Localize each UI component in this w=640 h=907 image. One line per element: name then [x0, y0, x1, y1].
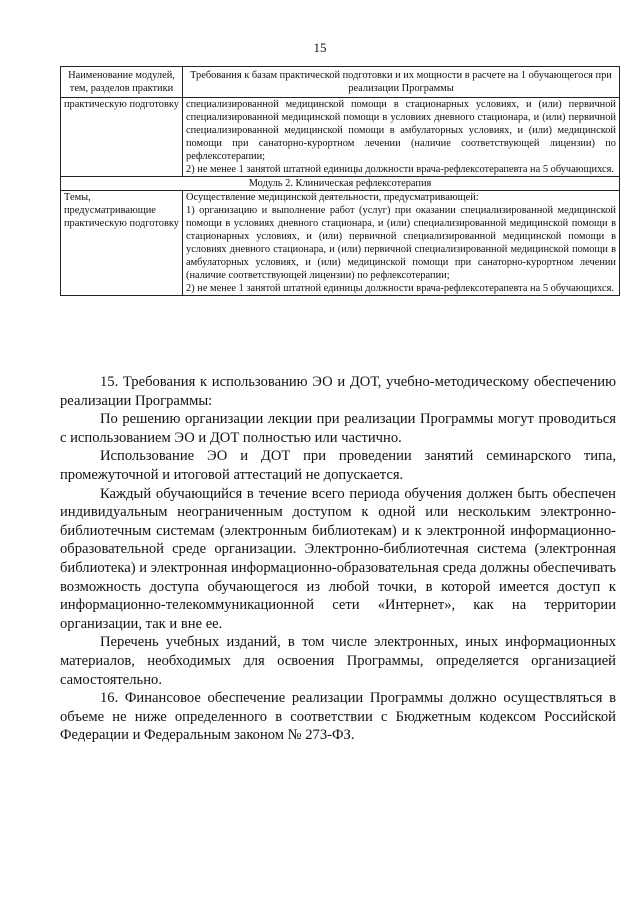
paragraph: Каждый обучающийся в течение всего периода обучения должен быть обеспечен индивидуальным неограниченным доступом к одной или нескольким электронно-библиотечным системам (электронным библиотекам) и к электронной информационно-образовательной среде организации. Электронно-библиотечная система (электронная библиотека) и электронная информационно-образовательная среда должны обеспечивать возможность доступа обучающегося из любой точки, в которой имеется доступ к информационно-телекоммуникационной сети «Интернет», как на территории организации, так и вне ее. [60, 485, 616, 632]
paragraph: Перечень учебных изданий, в том числе электронных, иных информационных материалов, необходимых для освоения Программы, определяется организацией самостоятельно. [60, 634, 616, 688]
header-modules: Наименование модулей, тем, разделов практики [61, 67, 183, 98]
requirement-line: 2) не менее 1 занятой штатной единицы должности врача-рефлексотерапевта на 5 обучающихся. [186, 283, 614, 294]
row-requirements-cell [183, 98, 620, 177]
row-left-cell: Темы, предусматривающие практическую подготовку [61, 191, 183, 296]
paragraph: По решению организации лекции при реализации Программы могут проводиться с использованием ЭО и ДОТ полностью или частично. [60, 411, 616, 446]
row-requirements-cell [183, 191, 620, 296]
page-number: 15 [313, 40, 327, 55]
table-row [61, 98, 620, 177]
requirement-line: Осуществление медицинской деятельности, предусматривающей: [186, 192, 479, 203]
paragraph: Использование ЭО и ДОТ при проведении занятий семинарского типа, промежуточной и итоговой аттестаций не допускается. [60, 448, 616, 483]
requirement-line: специализированной медицинской помощи в стационарных условиях, и (или) первичной специализированной медицинской помощи в условиях дневного стационара, и (или) первичной специализированной медицинской помощи в амбулаторных условиях, и (или) медицинской помощи при санаторно-курортном лечении (наличие соответствующей лицензии) по рефлексотерапии; [186, 99, 616, 162]
table-row [61, 191, 620, 296]
table-header-row [61, 67, 620, 98]
module-title: Модуль 2. Клиническая рефлексотерапия [61, 177, 620, 191]
requirement-line: 1) организацию и выполнение работ (услуг) при оказании специализированной медицинской помощи в условиях дневного стационара, и (или) специализированной медицинской помощи в стационарных условиях, и (или) первичной специализированной медицинской помощи в условиях дневного стационара, и (или) первичной специализированной медицинской помощи в амбулаторных условиях, и (или) медицинской помощи при санаторно-курортном лечении (наличие соответствующей лицензии) по рефлексотерапии; [186, 205, 616, 281]
body-text [60, 373, 616, 745]
requirements-table [60, 66, 620, 296]
requirement-line: 2) не менее 1 занятой штатной единицы должности врача-рефлексотерапевта на 5 обучающихся. [186, 164, 614, 175]
header-requirements: Требования к базам практической подготовки и их мощности в расчете на 1 обучающегося при реализации Программы [183, 67, 620, 98]
paragraph-section-16: 16. Финансовое обеспечение реализации Программы должно осуществляться в объеме не ниже определенного в соответствии с Бюджетным кодексом Российской Федерации и Федеральным законом № 273-ФЗ. [60, 690, 616, 744]
paragraph-section-15: 15. Требования к использованию ЭО и ДОТ, учебно-методическому обеспечению реализации Программы: [60, 374, 616, 409]
row-left-cell: практическую подготовку [61, 98, 183, 177]
module-title-row [61, 177, 620, 191]
